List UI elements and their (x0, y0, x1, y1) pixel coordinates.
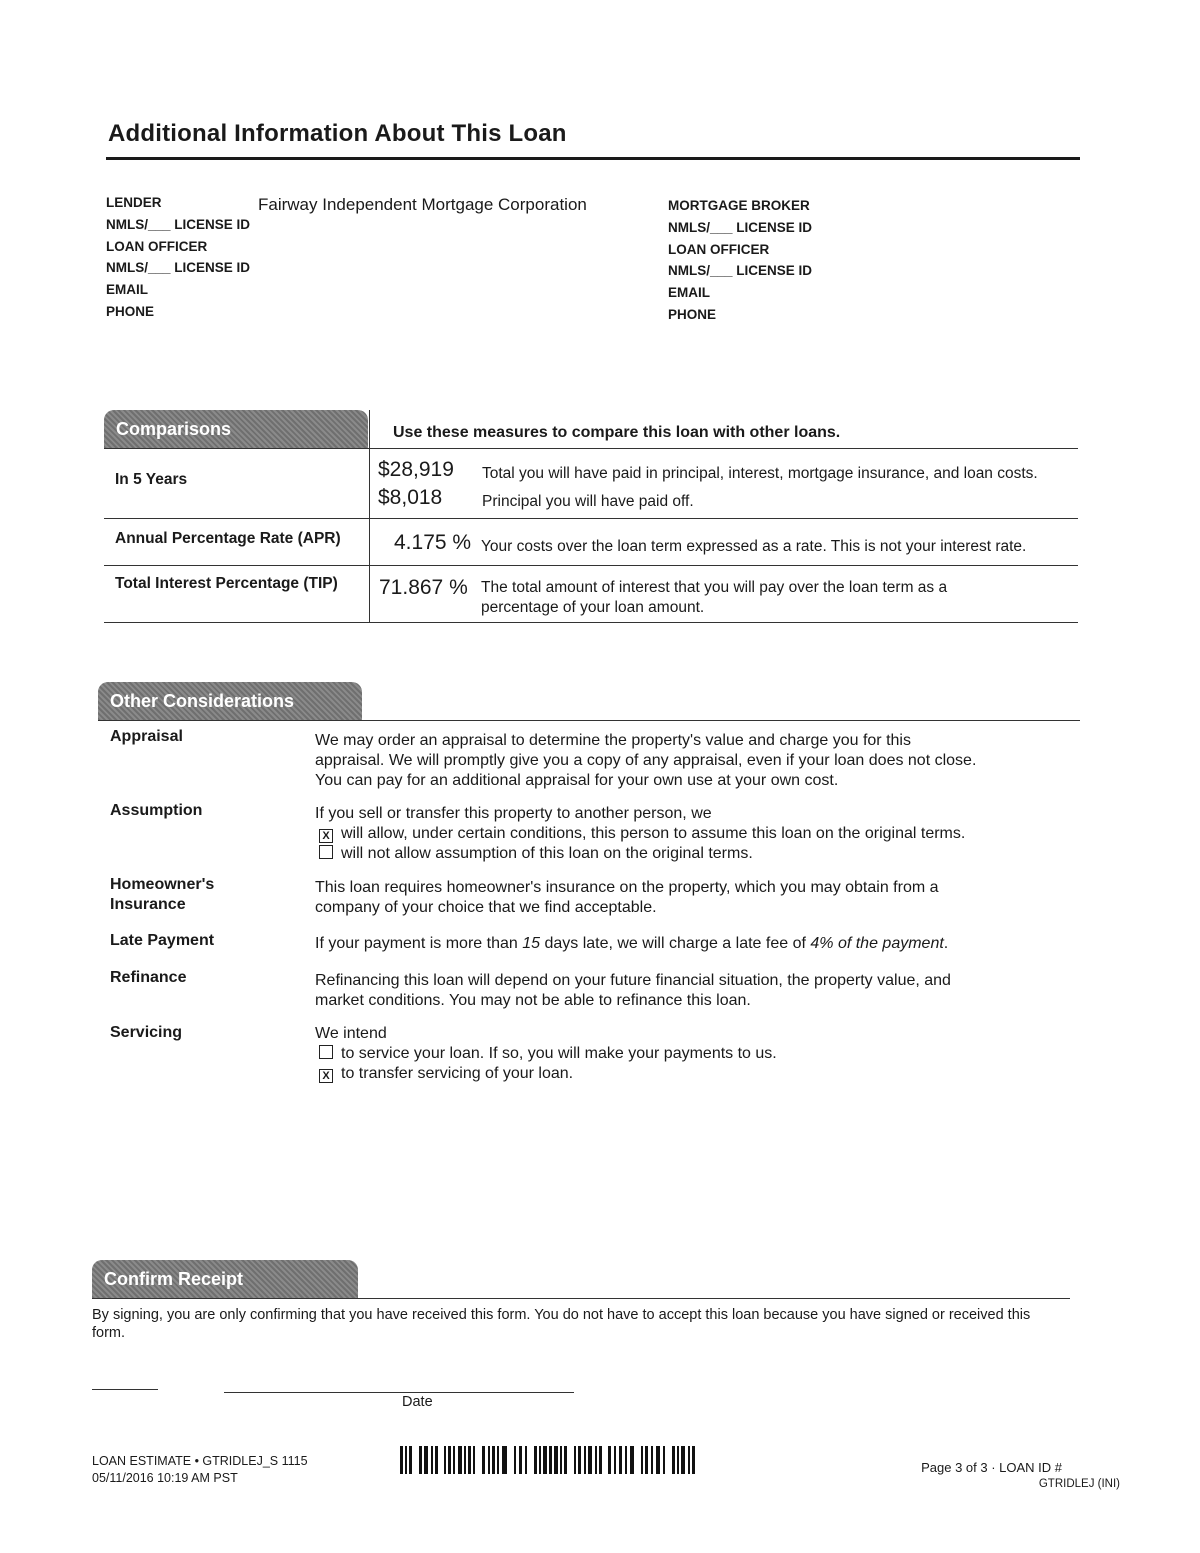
broker-labels (668, 195, 812, 326)
comparisons-bottom-rule (104, 622, 1078, 623)
in5-principal-amount: $8,018 (378, 486, 443, 509)
broker-officer-nmls-label: NMLS/___ LICENSE ID (668, 263, 813, 279)
comparisons-divider (369, 410, 370, 622)
late-payment-text (315, 934, 1055, 954)
confirm-receipt-tab: Confirm Receipt (92, 1260, 358, 1298)
footer-right (921, 1460, 1120, 1492)
footer-loan-id: GTRIDLEJ (INI) (1038, 1478, 1120, 1490)
apr-value: 4.175 % (394, 531, 472, 554)
lender-email-label: EMAIL (106, 282, 148, 298)
broker-label: MORTGAGE BROKER (668, 198, 810, 213)
title-rule (106, 157, 1080, 160)
tip-desc-line2: percentage of your loan amount. (481, 599, 705, 616)
lender-officer-label: LOAN OFFICER (106, 238, 208, 254)
late-payment-label: Late Payment (110, 932, 215, 949)
insurance-label-line2: Insurance (110, 896, 186, 913)
late-mid: days late, we will charge a late fee of (540, 935, 811, 952)
comparisons-row-rule (104, 518, 1078, 519)
assumption-text (315, 804, 1055, 864)
servicing-transfer-checkbox[interactable]: X (319, 1069, 333, 1083)
servicing-service-text: to service your loan. If so, you will make your payments to us. (341, 1045, 777, 1062)
in5-total-desc: Total you will have paid in principal, interest, mortgage insurance, and loan costs. (482, 465, 1038, 482)
assumption-option-allow (315, 824, 1055, 844)
tip-value: 71.867 % (379, 576, 468, 599)
servicing-option-transfer (315, 1064, 1055, 1084)
insurance-label-line1: Homeowner's (110, 876, 215, 893)
servicing-option-service (315, 1044, 1055, 1064)
insurance-label (110, 875, 214, 915)
date-label: Date (402, 1394, 433, 1410)
tip-label: Total Interest Percentage (TIP) (115, 575, 338, 592)
tip-desc (481, 578, 947, 618)
refinance-text (315, 971, 1055, 1011)
late-pre: If your payment is more than (315, 935, 523, 952)
assumption-label: Assumption (110, 802, 203, 819)
footer-timestamp: 05/11/2016 10:19 AM PST (92, 1471, 238, 1485)
tip-desc-line1: The total amount of interest that you will pay over the loan term as a (481, 579, 948, 596)
insurance-text (315, 878, 1055, 918)
other-considerations-tab: Other Considerations (98, 682, 362, 720)
lender-nmls-label: NMLS/___ LICENSE ID (106, 216, 251, 232)
other-considerations-rule (98, 720, 1080, 721)
appraisal-line: We may order an appraisal to determine the property's value and charge you for this (315, 732, 911, 749)
comparisons-heading: Use these measures to compare this loan with other loans. (393, 424, 841, 441)
assumption-allow-checkbox[interactable]: X (319, 829, 333, 843)
appraisal-label: Appraisal (110, 728, 183, 745)
signature-line-short[interactable] (92, 1389, 158, 1390)
confirm-receipt-rule (92, 1298, 1070, 1299)
refinance-line2: market conditions. You may not be able to refinance this loan. (315, 992, 751, 1009)
servicing-intro: We intend (315, 1025, 387, 1042)
servicing-label: Servicing (110, 1024, 183, 1041)
lender-labels (106, 192, 250, 323)
footer-page-number: Page 3 of 3 · LOAN ID # (921, 1460, 1062, 1475)
footer-left (92, 1453, 308, 1487)
confirm-receipt-text: By signing, you are only confirming that you have received this form. You do not have to accept this loan because you have signed or received this form. (92, 1307, 1031, 1341)
late-fee: 4% of the payment (810, 935, 944, 952)
in5-principal-desc: Principal you will have paid off. (482, 493, 694, 510)
insurance-line1: This loan requires homeowner's insurance on the property, which you may obtain from a (315, 879, 939, 896)
apr-desc: Your costs over the loan term expressed as a rate. This is not your interest rate. (481, 538, 1027, 555)
assumption-option-not (315, 844, 1055, 864)
lender-phone-label: PHONE (106, 303, 155, 319)
page-title: Additional Information About This Loan (108, 120, 567, 147)
broker-phone-label: PHONE (668, 306, 717, 322)
lender-officer-nmls-label: NMLS/___ LICENSE ID (106, 260, 251, 276)
in5-label: In 5 Years (115, 471, 188, 488)
appraisal-line: appraisal. We will promptly give you a copy of any appraisal, even if your loan does not close. (315, 752, 977, 769)
appraisal-text (315, 731, 1055, 791)
broker-nmls-label: NMLS/___ LICENSE ID (668, 219, 813, 235)
lender-name: Fairway Independent Mortgage Corporation (258, 195, 587, 214)
servicing-text (315, 1024, 1055, 1084)
signature-line[interactable] (224, 1392, 574, 1393)
apr-label: Annual Percentage Rate (APR) (115, 530, 341, 547)
assumption-intro: If you sell or transfer this property to another person, we (315, 805, 712, 822)
footer-loan-estimate: LOAN ESTIMATE • GTRIDLEJ_S 1115 (92, 1454, 308, 1468)
assumption-not-text: will not allow assumption of this loan on the original terms. (341, 845, 753, 862)
late-days: 15 (522, 935, 540, 952)
servicing-service-checkbox[interactable] (319, 1045, 333, 1059)
broker-email-label: EMAIL (668, 285, 710, 301)
barcode-image (400, 1446, 696, 1474)
in5-total-amount: $28,919 (378, 458, 454, 481)
comparisons-tab: Comparisons (104, 410, 368, 448)
assumption-not-checkbox[interactable] (319, 845, 333, 859)
lender-label: LENDER (106, 195, 162, 210)
insurance-line2: company of your choice that we find acceptable. (315, 899, 657, 916)
servicing-transfer-text: to transfer servicing of your loan. (341, 1065, 574, 1082)
comparisons-top-rule (104, 448, 1078, 449)
refinance-label: Refinance (110, 969, 187, 986)
comparisons-row-rule (104, 565, 1078, 566)
appraisal-line: You can pay for an additional appraisal for your own use at your own cost. (315, 772, 839, 789)
late-end: . (943, 935, 949, 952)
broker-officer-label: LOAN OFFICER (668, 241, 770, 257)
assumption-allow-text: will allow, under certain conditions, this person to assume this loan on the original terms. (341, 825, 966, 842)
refinance-line1: Refinancing this loan will depend on your future financial situation, the property value, and (315, 972, 951, 989)
